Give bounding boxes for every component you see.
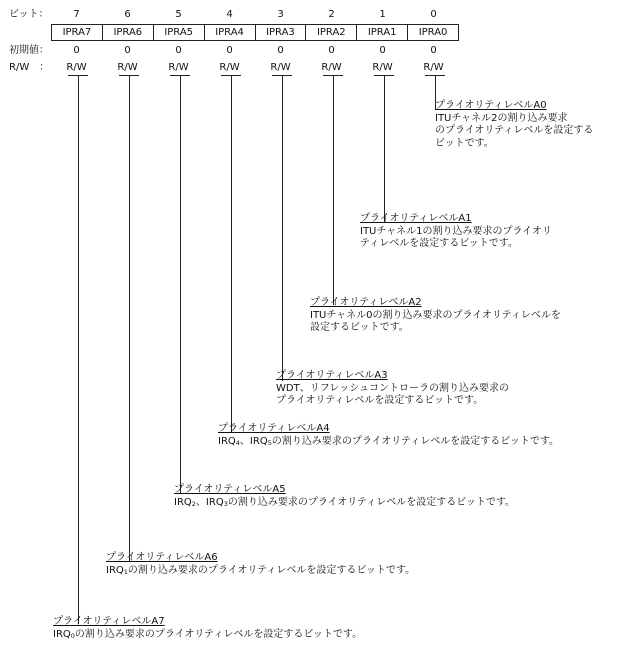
rw-value: R/W — [117, 62, 138, 73]
description-a2 — [310, 297, 561, 335]
description-a4 — [218, 423, 559, 448]
description-title: プライオリティレベルA1 — [360, 213, 472, 224]
irq-subscript: 0 — [70, 631, 75, 640]
description-line: ITUチャネル2の割り込み要求 — [435, 112, 568, 124]
bit-number: 1 — [379, 9, 386, 20]
description-title: プライオリティレベルA7 — [53, 616, 165, 627]
rw-row-label: R/W ： — [9, 62, 50, 73]
description-line: ティレベルを設定するビットです。 — [360, 238, 518, 249]
initial-value: 0 — [328, 45, 335, 56]
bit-number: 5 — [175, 9, 182, 20]
description-line — [174, 497, 515, 510]
description-title: プライオリティレベルA0 — [435, 100, 547, 111]
bit-number: 0 — [430, 9, 437, 20]
separator: 、 — [195, 496, 206, 508]
irq-subscript: 4 — [235, 438, 240, 447]
description-title: プライオリティレベルA2 — [310, 297, 422, 308]
description-line: ITUチャネル0の割り込み要求のプライオリティレベルを — [310, 309, 561, 321]
bit-name-cell: IPRA2 — [306, 25, 357, 40]
separator: 、 — [239, 435, 250, 447]
bit-number: 3 — [277, 9, 284, 20]
description-text: の割り込み要求のプライオリティレベルを設定するビットです。 — [127, 564, 416, 576]
initial-value: 0 — [226, 45, 233, 56]
bit-name-cell: IPRA3 — [256, 25, 307, 40]
bit-number: 2 — [328, 9, 335, 20]
rw-value: R/W — [321, 62, 342, 73]
description-text: の割り込み要求のプライオリティレベルを設定するビットです。 — [74, 628, 363, 640]
description-text: の割り込み要求のプライオリティレベルを設定するビットです。 — [227, 496, 516, 508]
bit-number: 4 — [226, 9, 233, 20]
description-title: プライオリティレベルA3 — [276, 370, 388, 381]
bit-name-cell: IPRA0 — [418, 27, 448, 38]
initial-value: 0 — [277, 45, 284, 56]
irq-label: IRQ — [218, 435, 236, 447]
description-a1 — [360, 213, 552, 251]
description-line: ビットです。 — [435, 137, 494, 149]
bit-row-label: ビット： — [9, 9, 49, 20]
rw-value: R/W — [372, 62, 393, 73]
description-line — [53, 629, 362, 642]
irq-label: IRQ — [53, 628, 71, 640]
initial-value: 0 — [124, 45, 131, 56]
irq-label: IRQ — [249, 435, 268, 447]
irq-label: IRQ — [106, 564, 124, 576]
description-line: のプライオリティレベルを設定する — [435, 125, 594, 136]
bit-name-cell: IPRA6 — [103, 25, 154, 40]
description-line — [106, 565, 415, 578]
initial-value: 0 — [430, 45, 437, 56]
bit-name-cell: IPRA7 — [52, 25, 103, 40]
bit-number: 7 — [73, 9, 80, 20]
description-line: プライオリティレベルを設定するビットです。 — [276, 395, 484, 406]
description-title: プライオリティレベルA6 — [106, 552, 218, 563]
description-a6 — [106, 552, 415, 577]
bit-name-cell: IPRA4 — [205, 25, 256, 40]
description-title: プライオリティレベルA4 — [218, 423, 330, 434]
initial-row-label: 初期値： — [9, 45, 49, 56]
rw-value: R/W — [66, 62, 87, 73]
initial-value: 0 — [379, 45, 386, 56]
description-line — [218, 436, 559, 449]
irq-subscript: 5 — [267, 438, 272, 447]
rw-value: R/W — [423, 62, 444, 73]
bit-number: 6 — [124, 9, 131, 20]
description-a7 — [53, 616, 362, 641]
irq-subscript: 3 — [223, 499, 228, 508]
description-title: プライオリティレベルA5 — [174, 484, 286, 495]
description-a5 — [174, 484, 515, 509]
description-line: WDT、リフレッシュコントローラの割り込み要求の — [276, 382, 509, 394]
description-line: ITUチャネル1の割り込み要求のプライオリ — [360, 225, 552, 237]
irq-label: IRQ — [205, 496, 224, 508]
description-a3 — [276, 370, 509, 408]
rw-value: R/W — [168, 62, 189, 73]
irq-subscript: 2 — [191, 499, 196, 508]
description-text: の割り込み要求のプライオリティレベルを設定するビットです。 — [271, 435, 560, 447]
irq-subscript: 1 — [123, 567, 128, 576]
initial-value: 0 — [175, 45, 182, 56]
rw-value: R/W — [270, 62, 291, 73]
description-line: 設定するビットです。 — [310, 322, 409, 333]
bit-name-cell: IPRA5 — [154, 25, 205, 40]
irq-label: IRQ — [174, 496, 192, 508]
description-a0 — [435, 100, 593, 150]
rw-value: R/W — [219, 62, 240, 73]
initial-value: 0 — [73, 45, 80, 56]
bit-name-cell: IPRA1 — [357, 25, 408, 40]
